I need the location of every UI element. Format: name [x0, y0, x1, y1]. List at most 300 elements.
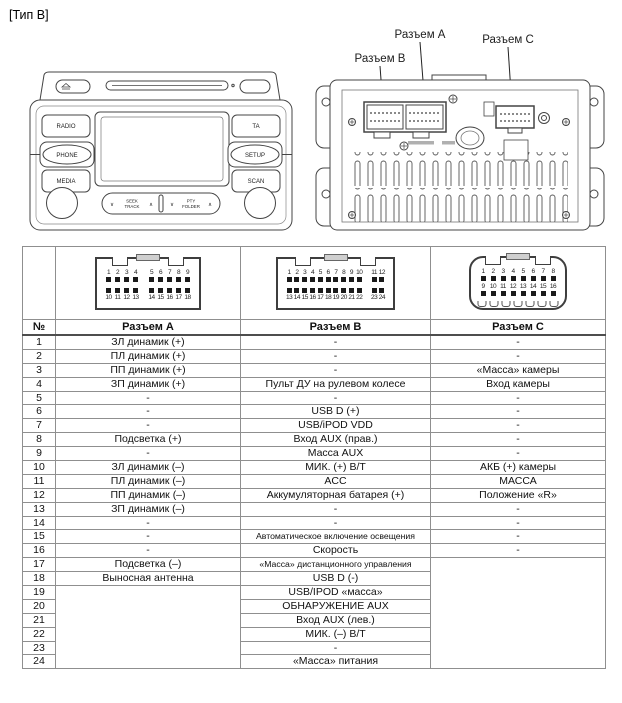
table-row [23, 335, 606, 349]
pin [355, 287, 363, 301]
pin [293, 287, 301, 301]
connector-scallop [514, 301, 523, 307]
pin-contact [318, 288, 323, 293]
pin-group [370, 269, 386, 283]
cell-connector-a: - [56, 516, 241, 530]
pin-contact [326, 277, 331, 282]
connector-scallop [502, 301, 511, 307]
pin-contact [115, 277, 120, 282]
cell-pin-number: 6 [23, 405, 56, 419]
pin [370, 287, 378, 301]
cell-connector-b: «Масса» дистанционного управления [241, 558, 431, 572]
cell-connector-b: Масса AUX [241, 447, 431, 461]
cell-connector-c: - [431, 349, 606, 363]
pin-number: 11 [114, 293, 121, 301]
cell-connector-c: - [431, 405, 606, 419]
pin-group [147, 269, 192, 283]
table-row [23, 447, 606, 461]
cell-pin-number: 21 [23, 613, 56, 627]
pin-row [285, 269, 386, 283]
cell-connector-c: - [431, 419, 606, 433]
rear-top-tab [432, 75, 486, 80]
cell-connector-c: - [431, 335, 606, 349]
pin-number: 2 [115, 268, 120, 276]
pin-group [285, 287, 363, 301]
pin-group [147, 287, 192, 301]
cell-connector-a: - [56, 530, 241, 544]
pin-contact [501, 276, 506, 281]
pin [131, 287, 140, 301]
pin-contact [176, 277, 181, 282]
pin-contact [491, 291, 496, 296]
cell-connector-a: - [56, 405, 241, 419]
pin-group [104, 269, 140, 283]
ta-button-label: TA [252, 124, 260, 130]
pin [355, 269, 363, 283]
connector-c-label: Разъем C [482, 34, 534, 46]
pin-number: 13 [519, 283, 527, 290]
pin [301, 287, 309, 301]
pin-number: 16 [309, 293, 316, 301]
setup-button-label: SETUP [244, 153, 266, 159]
pin-number: 1 [481, 268, 485, 275]
cell-connector-c: Вход камеры [431, 377, 606, 391]
pin-contact [310, 277, 315, 282]
cell-connector-b: Аккумуляторная батарея (+) [241, 488, 431, 502]
pin-number: 21 [348, 293, 355, 301]
cell-pin-number: 14 [23, 516, 56, 530]
pin-number: 18 [184, 293, 191, 301]
pin [324, 269, 332, 283]
cell-connector-c: - [431, 447, 606, 461]
cell-connector-b: - [241, 335, 431, 349]
pty-down-glyph: ∨ [169, 202, 175, 208]
pin [378, 269, 386, 283]
connector-notch [360, 257, 376, 266]
pin-contact [551, 291, 556, 296]
pin-contact [481, 291, 486, 296]
connector-notch [112, 257, 128, 266]
connector-notch [535, 256, 551, 265]
pin [538, 268, 548, 282]
table-row [23, 363, 606, 377]
pin-number: 6 [326, 268, 330, 276]
pin [488, 268, 498, 282]
table-row [23, 530, 606, 544]
pin-number: 9 [185, 268, 190, 276]
cell-connector-b: Скорость [241, 544, 431, 558]
pin [370, 269, 378, 283]
header-num: № [23, 320, 56, 336]
pin-contact [349, 277, 354, 282]
screw-icon [563, 212, 570, 219]
connector-notch [168, 257, 184, 266]
cell-connector-b: ACC [241, 474, 431, 488]
connector-a-label: Разъем А [394, 29, 446, 41]
cell-pin-number: 8 [23, 433, 56, 447]
table-row [23, 433, 606, 447]
cell-connector-a-merged [56, 586, 241, 669]
seek-up-glyph: ∧ [148, 202, 154, 208]
header-connector-b: Разъем B [241, 320, 431, 336]
cell-connector-a: ПП динамик (–) [56, 488, 241, 502]
pin [478, 268, 488, 282]
pin-contact [501, 291, 506, 296]
pin-number: 7 [167, 268, 172, 276]
pin [548, 268, 558, 282]
pin-number: 12 [509, 283, 517, 290]
pin-number: 3 [501, 268, 505, 275]
cell-connector-a: ЗЛ динамик (–) [56, 461, 241, 475]
vent-slots-row1 [352, 152, 568, 186]
small-panel [504, 140, 528, 160]
pin [348, 287, 356, 301]
pin-contact [341, 288, 346, 293]
cell-connector-b: USB/iPOD VDD [241, 419, 431, 433]
pin-contact [185, 277, 190, 282]
oval-feature [456, 127, 484, 149]
connector-a-housing [95, 257, 201, 310]
connector-b-housing [276, 257, 395, 310]
pin-contact [158, 277, 163, 282]
eject-button [56, 80, 90, 93]
pin [309, 269, 317, 283]
pin-number: 2 [491, 268, 495, 275]
table-header-row [23, 320, 606, 336]
table-row [23, 488, 606, 502]
pin-number: 8 [551, 268, 555, 275]
cell-connector-c: - [431, 516, 606, 530]
cell-connector-b: - [241, 641, 431, 655]
pin-contact [511, 276, 516, 281]
pin-number: 13 [286, 293, 293, 301]
pin-group [285, 269, 363, 283]
cell-connector-b: - [241, 516, 431, 530]
screw-icon [400, 142, 408, 150]
pin-contact [318, 277, 323, 282]
pin-group [478, 268, 558, 282]
seek-down-glyph: ∨ [109, 202, 115, 208]
pin [348, 269, 356, 283]
cell-pin-number: 15 [23, 530, 56, 544]
pin-contact [372, 277, 377, 282]
pin-contact [511, 291, 516, 296]
seek-label-line2: TRACK [124, 204, 140, 209]
pin-row [478, 283, 558, 297]
cell-connector-c: «Масса» камеры [431, 363, 606, 377]
cell-connector-a: ПП динамик (+) [56, 363, 241, 377]
cell-pin-number: 1 [23, 335, 56, 349]
connector-notch [485, 256, 501, 265]
cell-pin-number: 4 [23, 377, 56, 391]
pin-number: 5 [318, 268, 322, 276]
left-knob [47, 188, 78, 219]
pin-number: 7 [541, 268, 545, 275]
pin-contact [541, 291, 546, 296]
pin-contact [176, 288, 181, 293]
cell-pin-number: 9 [23, 447, 56, 461]
pin-number: 12 [123, 293, 130, 301]
table-row [23, 474, 606, 488]
pin-contact [106, 288, 111, 293]
pin [309, 287, 317, 301]
connector-scallop [538, 301, 547, 307]
print-marks [408, 141, 434, 145]
pin-contact [294, 288, 299, 293]
pin [478, 283, 488, 297]
pin-number: 9 [481, 283, 485, 290]
front-panel-drawing [26, 64, 296, 234]
connector-b-label: Разъем B [354, 53, 406, 65]
pin [165, 269, 174, 283]
seek-pty-pill [102, 193, 220, 214]
pin-number: 17 [317, 293, 324, 301]
pin-contact [357, 288, 362, 293]
connector-b-diagram [241, 247, 431, 320]
pty-label-line1: PTY [186, 198, 196, 204]
cell-pin-number: 5 [23, 391, 56, 405]
cell-connector-b: USB/IPOD «масса» [241, 586, 431, 600]
cell-pin-number: 18 [23, 572, 56, 586]
pin [301, 269, 309, 283]
table-row [23, 405, 606, 419]
pin [332, 287, 340, 301]
cell-connector-a: - [56, 447, 241, 461]
pin-contact [287, 288, 292, 293]
cell-connector-a: Выносная антенна [56, 572, 241, 586]
pin-contact [379, 288, 384, 293]
cell-connector-b: Вход AUX (прав.) [241, 433, 431, 447]
cell-pin-number: 17 [23, 558, 56, 572]
cell-connector-b: ОБНАРУЖЕНИЕ AUX [241, 599, 431, 613]
connector-c-housing [469, 256, 567, 310]
cell-connector-c: - [431, 391, 606, 405]
connector-notch [295, 257, 311, 266]
pin-contact [287, 277, 292, 282]
pin [340, 287, 348, 301]
phone-button-label: PHONE [56, 153, 78, 159]
cell-connector-c: МАССА [431, 474, 606, 488]
pin-number: 4 [133, 268, 138, 276]
cell-pin-number: 23 [23, 641, 56, 655]
pin-number: 23 [370, 293, 378, 301]
pin-contact [124, 277, 129, 282]
table-row [23, 391, 606, 405]
cell-pin-number: 2 [23, 349, 56, 363]
cell-pin-number: 7 [23, 419, 56, 433]
pin-contact [302, 288, 307, 293]
pin-number: 2 [295, 268, 299, 276]
pin-number: 11 [371, 268, 377, 276]
pin-number: 4 [310, 268, 315, 276]
cell-connector-b: МИК. (–) В/Т [241, 627, 431, 641]
cell-connector-a: - [56, 391, 241, 405]
empty-cell [23, 247, 56, 320]
pinout-table [22, 246, 606, 669]
pin-contact [357, 277, 362, 282]
pin-number: 13 [132, 293, 139, 301]
table-row [23, 558, 606, 572]
pin-number: 6 [531, 268, 535, 275]
pin-contact [158, 288, 163, 293]
pin [332, 269, 340, 283]
pin [548, 283, 558, 297]
pin-number: 11 [500, 283, 506, 290]
pin-number: 7 [334, 268, 338, 276]
connector-diagram-row [23, 247, 606, 320]
connector-scallop [550, 301, 559, 307]
pin-number: 15 [301, 293, 308, 301]
pin [316, 269, 324, 283]
pin-row [104, 269, 192, 283]
cell-pin-number: 3 [23, 363, 56, 377]
cell-connector-b: - [241, 349, 431, 363]
pin [324, 287, 332, 301]
pin [316, 287, 324, 301]
cell-connector-b: USB D (+) [241, 405, 431, 419]
pin-number: 16 [549, 283, 557, 290]
print-marks [442, 141, 455, 145]
pin-contact [149, 288, 154, 293]
cell-connector-b: Вход AUX (лев.) [241, 613, 431, 627]
pin [113, 269, 122, 283]
cell-pin-number: 22 [23, 627, 56, 641]
pin [156, 269, 165, 283]
rear-view-drawing [312, 22, 608, 238]
cell-connector-a: - [56, 419, 241, 433]
pin [183, 287, 192, 301]
cell-connector-c: Положение «R» [431, 488, 606, 502]
pin-contact [106, 277, 111, 282]
pin-contact [491, 276, 496, 281]
pin-contact [133, 288, 138, 293]
cell-connector-a: - [56, 544, 241, 558]
table-row [23, 377, 606, 391]
screw-icon [449, 95, 457, 103]
pin-contact [531, 291, 536, 296]
pin [104, 287, 113, 301]
pin-contact [133, 277, 138, 282]
right-knob [245, 188, 276, 219]
cell-pin-number: 24 [23, 655, 56, 669]
media-button-label: MEDIA [56, 179, 76, 185]
connector-scallops [478, 301, 559, 307]
table-row [23, 419, 606, 433]
screw-icon [349, 212, 356, 219]
vent-slots-row2 [352, 188, 568, 222]
pin-number: 3 [303, 268, 307, 276]
pin-contact [333, 277, 338, 282]
pin [528, 268, 538, 282]
table-row [23, 461, 606, 475]
cell-connector-c: - [431, 433, 606, 447]
pin [165, 287, 174, 301]
pin-contact [349, 288, 354, 293]
pin-contact [541, 276, 546, 281]
header-connector-c: Разъем C [431, 320, 606, 336]
cell-pin-number: 19 [23, 586, 56, 600]
pin-contact [481, 276, 486, 281]
pin-number: 16 [166, 293, 173, 301]
seek-label-line1: SEEK [126, 198, 138, 204]
pty-label-line2: FOLDER [182, 204, 200, 209]
cell-connector-b: - [241, 502, 431, 516]
cell-connector-b: Автоматическое включение освещения [241, 530, 431, 544]
pin-contact [185, 288, 190, 293]
cell-connector-b: USB D (-) [241, 572, 431, 586]
pin-contact [115, 288, 120, 293]
pin-number: 17 [175, 293, 182, 301]
cell-connector-c: АКБ (+) камеры [431, 461, 606, 475]
pin [518, 283, 528, 297]
pin-number: 22 [356, 293, 363, 301]
connector-top-tab [136, 254, 160, 261]
pin-contact [294, 277, 299, 282]
pin-row [104, 287, 192, 301]
connector-top-tab [324, 254, 348, 261]
table-row [23, 516, 606, 530]
connector-top-tab [506, 253, 530, 260]
top-right-button [240, 80, 270, 93]
pin [508, 268, 518, 282]
pin-contact [149, 277, 154, 282]
pin-number: 5 [521, 268, 525, 275]
cell-connector-a: ЗП динамик (–) [56, 502, 241, 516]
pin-contact [302, 277, 307, 282]
cell-connector-b: «Масса» питания [241, 655, 431, 669]
pin-contact [167, 277, 172, 282]
pin-number: 1 [287, 268, 291, 276]
pin-number: 14 [529, 283, 537, 290]
pin-contact [521, 276, 526, 281]
cell-connector-c: - [431, 502, 606, 516]
pin [498, 283, 508, 297]
screw-icon [349, 119, 356, 126]
connector-a-diagram [56, 247, 241, 320]
table-row [23, 502, 606, 516]
cell-connector-a: ПЛ динамик (+) [56, 349, 241, 363]
table-row [23, 544, 606, 558]
pin-number: 12 [378, 268, 385, 276]
cell-connector-b: - [241, 391, 431, 405]
pin-contact [124, 288, 129, 293]
cell-connector-b: МИК. (+) В/Т [241, 461, 431, 475]
pin [147, 269, 156, 283]
cell-connector-b: - [241, 363, 431, 377]
radio-button-label: RADIO [56, 124, 76, 130]
scan-button-label: SCAN [247, 179, 265, 185]
cell-connector-a: ЗЛ динамик (+) [56, 335, 241, 349]
pin-row [285, 287, 386, 301]
pin-number: 10 [105, 293, 112, 301]
cell-connector-a: ЗП динамик (+) [56, 377, 241, 391]
pin-number: 5 [149, 268, 154, 276]
screw-icon [539, 113, 550, 124]
pin [104, 269, 113, 283]
pin-group [104, 287, 140, 301]
pin [122, 287, 131, 301]
pin-number: 3 [124, 268, 129, 276]
pin-contact [372, 288, 377, 293]
pin-row [478, 268, 558, 282]
pin-contact [326, 288, 331, 293]
pin-number: 14 [293, 293, 301, 301]
pin-group [478, 283, 558, 297]
pin [498, 268, 508, 282]
pin [340, 269, 348, 283]
pin [122, 269, 131, 283]
connector-scallop [526, 301, 535, 307]
